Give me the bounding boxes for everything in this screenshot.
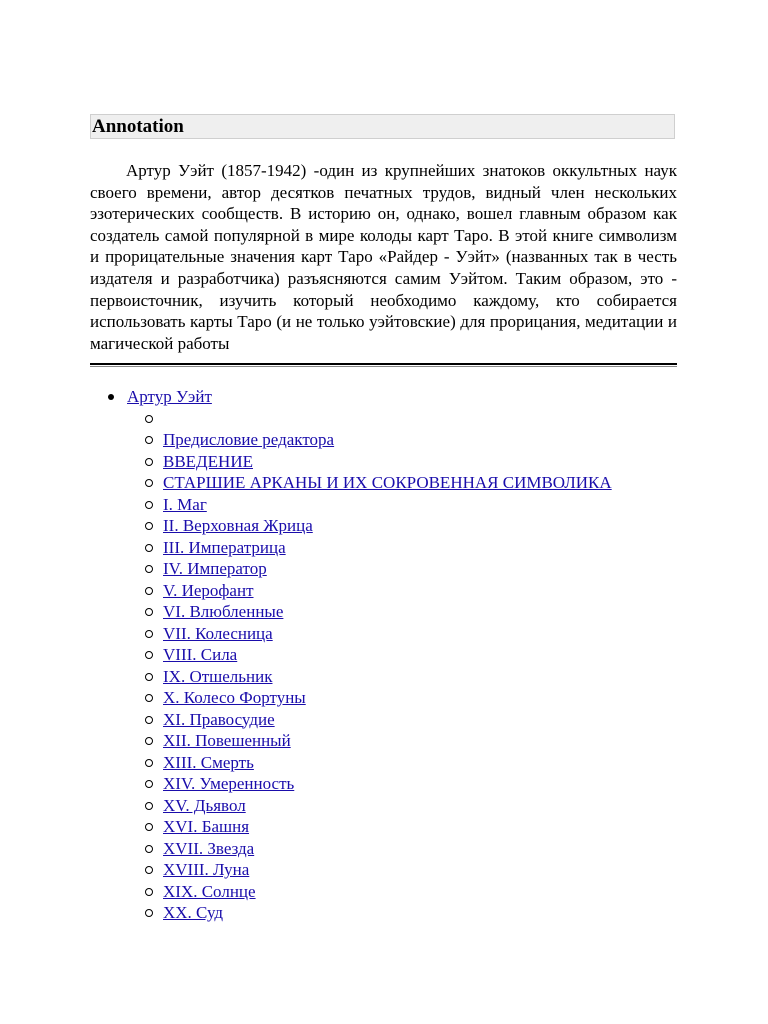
toc-item bbox=[127, 795, 690, 817]
toc-link[interactable]: XIII. Смерть bbox=[163, 752, 254, 772]
toc-item bbox=[127, 429, 690, 451]
toc-link[interactable]: XIV. Умеренность bbox=[163, 774, 295, 793]
toc-sublist bbox=[127, 408, 690, 924]
annotation-header bbox=[90, 114, 675, 139]
toc-item bbox=[127, 816, 690, 838]
toc-author-item bbox=[90, 386, 690, 924]
table-of-contents bbox=[90, 386, 690, 924]
toc-item bbox=[127, 451, 690, 473]
toc-item bbox=[127, 580, 690, 602]
toc-item bbox=[127, 687, 690, 709]
toc-link[interactable]: СТАРШИЕ АРКАНЫ И ИХ СОКРОВЕННАЯ СИМВОЛИКА bbox=[163, 473, 612, 492]
toc-item bbox=[127, 709, 690, 731]
toc-link[interactable]: X. Колесо Фортуны bbox=[163, 688, 306, 707]
toc-item bbox=[127, 752, 690, 774]
toc-item bbox=[127, 601, 690, 623]
toc-link[interactable]: XII. Повешенный bbox=[163, 731, 291, 750]
toc-link[interactable]: VIII. Сила bbox=[163, 645, 238, 664]
toc-item bbox=[127, 515, 690, 537]
toc-link[interactable]: VI. Влюбленные bbox=[163, 602, 284, 621]
toc-item bbox=[127, 666, 690, 688]
toc-item bbox=[127, 730, 690, 752]
toc-item bbox=[127, 472, 690, 494]
section-divider bbox=[90, 363, 677, 365]
toc-item bbox=[127, 623, 690, 645]
toc-link[interactable]: XI. Правосудие bbox=[163, 709, 275, 729]
toc-link[interactable]: XX. Суд bbox=[163, 903, 224, 922]
toc-item bbox=[127, 902, 690, 924]
toc-item bbox=[127, 859, 690, 881]
section-divider-underline bbox=[90, 366, 677, 367]
toc-item bbox=[127, 881, 690, 903]
author-link[interactable]: Артур Уэйт bbox=[127, 387, 212, 406]
toc-item bbox=[127, 644, 690, 666]
toc-link[interactable]: XIX. Солнце bbox=[163, 881, 256, 901]
toc-link[interactable]: XVIII. Луна bbox=[163, 860, 250, 879]
annotation-paragraph: Артур Уэйт (1857-1942) -один из крупнейших знатоков оккультных наук своего времени, автор десятков печатных трудов, видный член нескольких эзотерических сообществ. В историю он, однако, вошел главным образом как создатель самой популярной в мире колоды карт Таро. В этой книге символизм и прорицательные значения карт Таро «Райдер - Уэйт» (названных так в честь издателя и разработчика) разъясняются самим Уэйтом. Таким образом, это - первоисточник, изучить который необходимо каждому, кто собирается использовать карты Таро (и не только уэйтовские) для прорицания, медитации и магической работы bbox=[90, 161, 677, 353]
annotation-title: Annotation bbox=[92, 116, 184, 137]
toc-link[interactable]: II. Верховная Жрица bbox=[163, 516, 313, 535]
toc-item bbox=[127, 773, 690, 795]
toc-list bbox=[90, 386, 690, 924]
toc-item bbox=[127, 838, 690, 860]
toc-link[interactable]: IV. Император bbox=[163, 559, 267, 578]
toc-item bbox=[127, 494, 690, 516]
toc-link[interactable]: I. Маг bbox=[163, 494, 207, 514]
toc-link[interactable]: ВВЕДЕНИЕ bbox=[163, 451, 253, 471]
toc-item bbox=[127, 537, 690, 559]
toc-link[interactable]: VII. Колесница bbox=[163, 623, 273, 643]
toc-link[interactable]: IX. Отшельник bbox=[163, 666, 273, 686]
toc-link[interactable]: XVII. Звезда bbox=[163, 838, 255, 858]
toc-item bbox=[127, 558, 690, 580]
toc-link[interactable]: XVI. Башня bbox=[163, 817, 250, 836]
toc-link[interactable]: V. Иерофант bbox=[163, 580, 254, 600]
toc-link[interactable]: III. Императрица bbox=[163, 537, 286, 557]
toc-item bbox=[127, 408, 690, 430]
toc-link[interactable]: Предисловие редактора bbox=[163, 430, 335, 449]
toc-link[interactable]: XV. Дьявол bbox=[163, 795, 246, 815]
